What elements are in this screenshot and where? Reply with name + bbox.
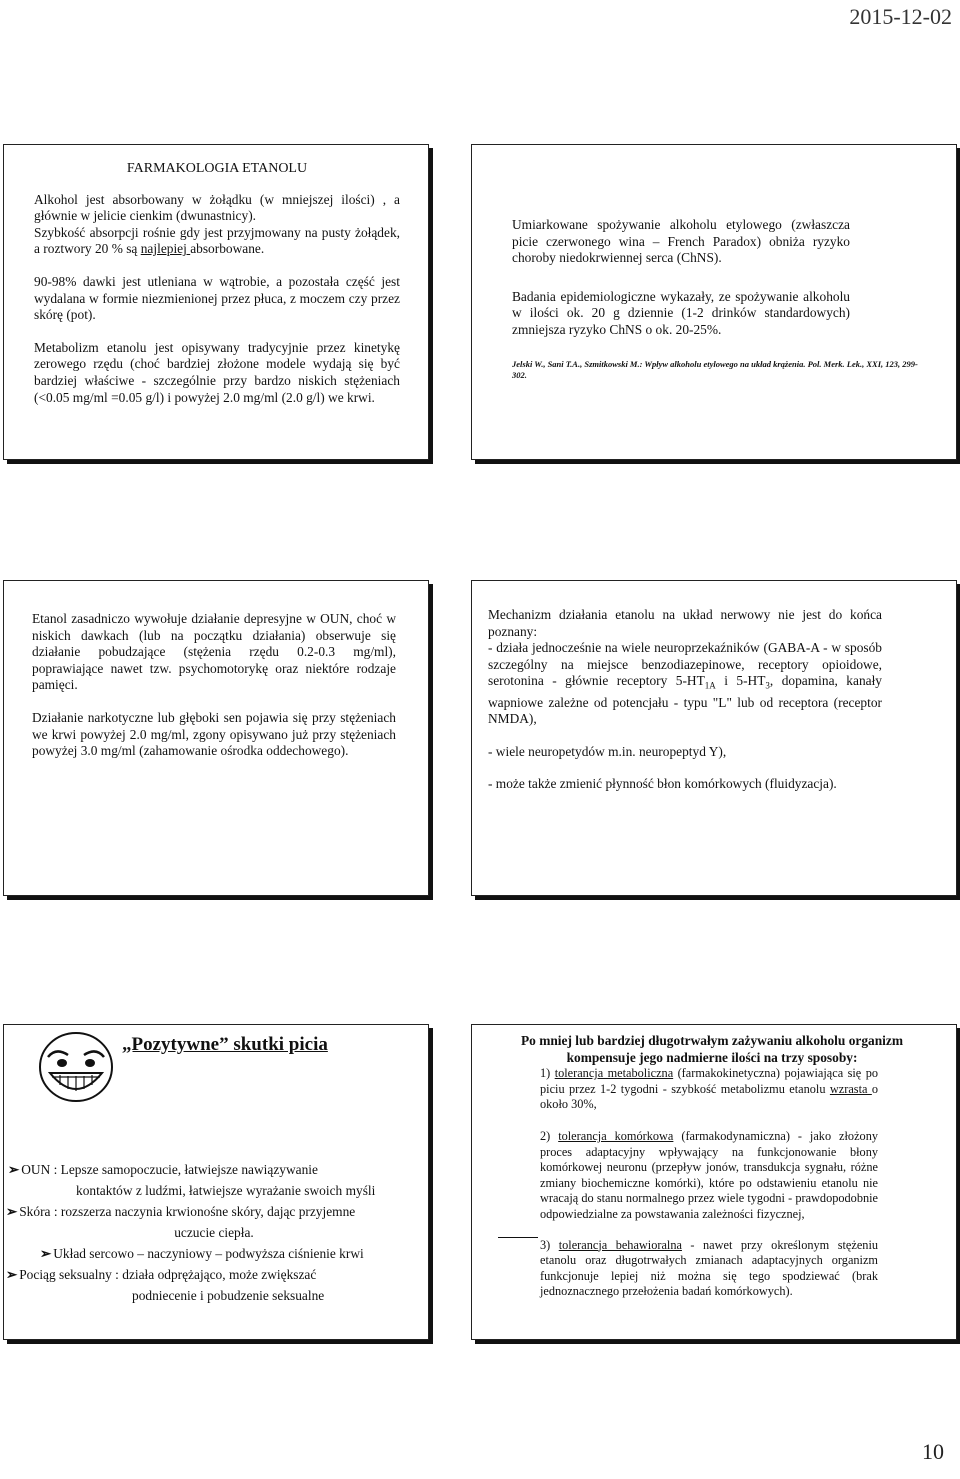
slide-positive-effects [3,1024,429,1340]
paragraph-fluidization: - może także zmienić płynność błon komórkowych (fluidyzacja). [488,776,837,792]
underlined-term: tolerancja komórkowa [558,1128,674,1143]
slide-french-paradox [471,144,957,460]
item-number: 3) [540,1237,559,1252]
smiley-face-icon [34,1027,118,1107]
underlined-term: tolerancja behawioralna [558,1237,682,1252]
paragraph-absorption-speed [34,225,400,258]
list-item [6,1264,422,1306]
list-item [6,1159,422,1201]
list-item [6,1201,422,1243]
paragraph-mechanism-intro: Mechanizm działania etanolu na układ nerwowy nie jest do końca poznany: [488,607,882,639]
paragraph-neuropeptides: - wiele neuropetydów m.in. neuropeptyd Y), [488,743,727,759]
text-span: (farmakokinetyczna) pojawiająca się po piciu przez 1-2 tygodni - szybkość metabolizmu etanolu [540,1066,878,1096]
tolerance-cellular [496,1129,878,1223]
arrow-bullet-icon: ➢ [40,1246,52,1261]
tolerance-behavioral [496,1238,878,1300]
slide-farmakologia [3,144,429,460]
item-continuation: kontaktów z ludźmi, łatwiejsze wyrażanie swoich myśli [76,1183,376,1198]
arrow-bullet-icon: ➢ [6,1267,18,1282]
slide-mechanism [471,580,957,896]
underlined-text: najlepiej [140,241,191,257]
text-span: absorbowane. [190,241,265,257]
item-number: 1) [540,1066,555,1081]
reference-citation: Jelski W., Sani T.A., Szmitkowski M.: Wpływ alkoholu etylowego na układ krążenia. Pol. Merk. Lek., XXI, 123, 299-302. [512,358,918,380]
text-span: o około 30%, [540,1081,878,1112]
slide-title: FARMAKOLOGIA ETANOLU [126,161,308,176]
text-span: i 5-HT [715,673,766,689]
text-span: - nawet przy określonym stężeniu etanolu oraz długotrwałych zmianach adaptacyjnych organizm funkcjonuje lepiej niż można się tego spodziewać (brak jednoznacznego przełożenia badań komórkowych). [540,1237,879,1299]
arrow-bullet-icon: ➢ [6,1204,18,1219]
paragraph-narcotic: Działanie narkotyczne lub głęboki sen pojawia się przy stężeniach we krwi powyżej 2.0 mg/ml, zgony opisywano już przy stężeniach powyżej 3.0 mg/ml (zahamowanie ośrodka oddechowego). [32,709,396,759]
item-continuation: podniecenie i pobudzenie seksualne [132,1288,325,1303]
effects-list [6,1159,422,1306]
paragraph-metabolism: Metabolizm etanolu jest opisywany tradycyjnie przez kinetykę zerowego rzędu (choć bardziej złożone modele wydają się być bardziej właściwe - szczególnie przy bardzo niskich stężeniach (<0.05 mg/ml =0.05 g/l) i powyżej 2.0 mg/ml (2.0 g/l) we krwi. [34,339,400,405]
arrow-bullet-icon: ➢ [8,1162,20,1177]
item-label: Pociąg seksualny : działa odprężająco, może zwiększać [19,1267,317,1282]
slide-title: „Pozytywne” skutki picia [122,1034,328,1055]
paragraph-depressant: Etanol zasadniczo wywołuje działanie depresyjne w OUN, choć w niskich dawkach (lub na początku działania) obserwuje się działanie pobudzające (stężenia rzędu 0.2-0.3 mg/ml), poprawiające nawet tzw. psychomotorykę oraz niektóre rodzaje pamięci. [32,611,396,693]
paragraph-oxidation: 90-98% dawki jest utleniana w wątrobie, a pozostała część jest wydalana w formie niezmienionej przez płuca, z moczem czy przez skórę (pot). [34,273,400,323]
list-item [6,1243,422,1264]
slide-cns-effects [3,580,429,896]
page-date: 2015-12-02 [849,4,952,29]
underlined-term: tolerancja metaboliczna [554,1066,674,1081]
text-span: - działa jednocześnie na wiele neuroprzekaźników (GABA-A - w sposób szczególny na miejsce benzodiazepinowe, receptory opioidowe, serotonina - głównie receptory 5-HT [488,640,882,689]
paragraph-intro: Po mniej lub bardziej długotrwałym zażywaniu alkoholu organizm kompensuje jego nadmierne ilości na trzy sposoby: [520,1033,903,1065]
tolerance-metabolic [496,1066,878,1113]
item-label: Skóra : rozszerza naczynia krwionośne skóry, dając przyjemne [19,1204,356,1219]
item-label: Układ sercowo – naczyniowy – podwyższa ciśnienie krwi [53,1246,364,1261]
item-continuation: uczucie ciepła. [174,1225,254,1240]
slide-tolerance [471,1024,957,1340]
underlined-text: wzrasta [829,1081,872,1096]
page-number: 10 [922,1439,944,1464]
paragraph-epidemiology: Badania epidemiologiczne wykazały, ze spożywanie alkoholu w ilości ok. 20 g dziennie (1-2 drinków standardowych) zmniejsza ryzyko ChNS o ok. 20-25%. [512,288,850,337]
paragraph-absorption: Alkohol jest absorbowany w żołądku (w mniejszej ilości) , a głównie w jelicie cienkim (dwunastnicy). [34,191,400,224]
subscript: 1A [704,681,716,692]
subscript: 3 [765,681,770,692]
paragraph-moderate-drinking: Umiarkowane spożywanie alkoholu etylowego (zwłaszcza picie czerwonego wina – French Paradox) obniża ryzyko choroby niedokrwiennej serca (ChNS). [512,217,850,266]
text-span: (farmakodynamiczna) - jako złożony proces adaptacyjny wpływający na funkcjonowanie błony komórkowej neuronu (przepływ jonów, transdukcja sygnału, różne zmiany biochemicznе komórki), które po odstawieniu etanolu nie wracają do stanu normalnego przez wiele tygodni - prawdopodobnie odpowiedzialne za powstawania zależności fizycznej, [540,1128,878,1221]
text-span: , dopamina, kanały wapniowe zależne od potencjału - typu "L" lub od receptora (receptor NMDA), [488,673,883,727]
item-label: OUN : Lepsze samopoczucie, łatwiejsze nawiązywanie [21,1162,318,1177]
item-number: 2) [540,1128,559,1143]
text-span: Szybkość absorpcji rośnie gdy jest przyjmowany na pusty żołądek, a roztwory 20 % są [34,224,400,257]
paragraph-neurotransmitters [488,640,882,728]
